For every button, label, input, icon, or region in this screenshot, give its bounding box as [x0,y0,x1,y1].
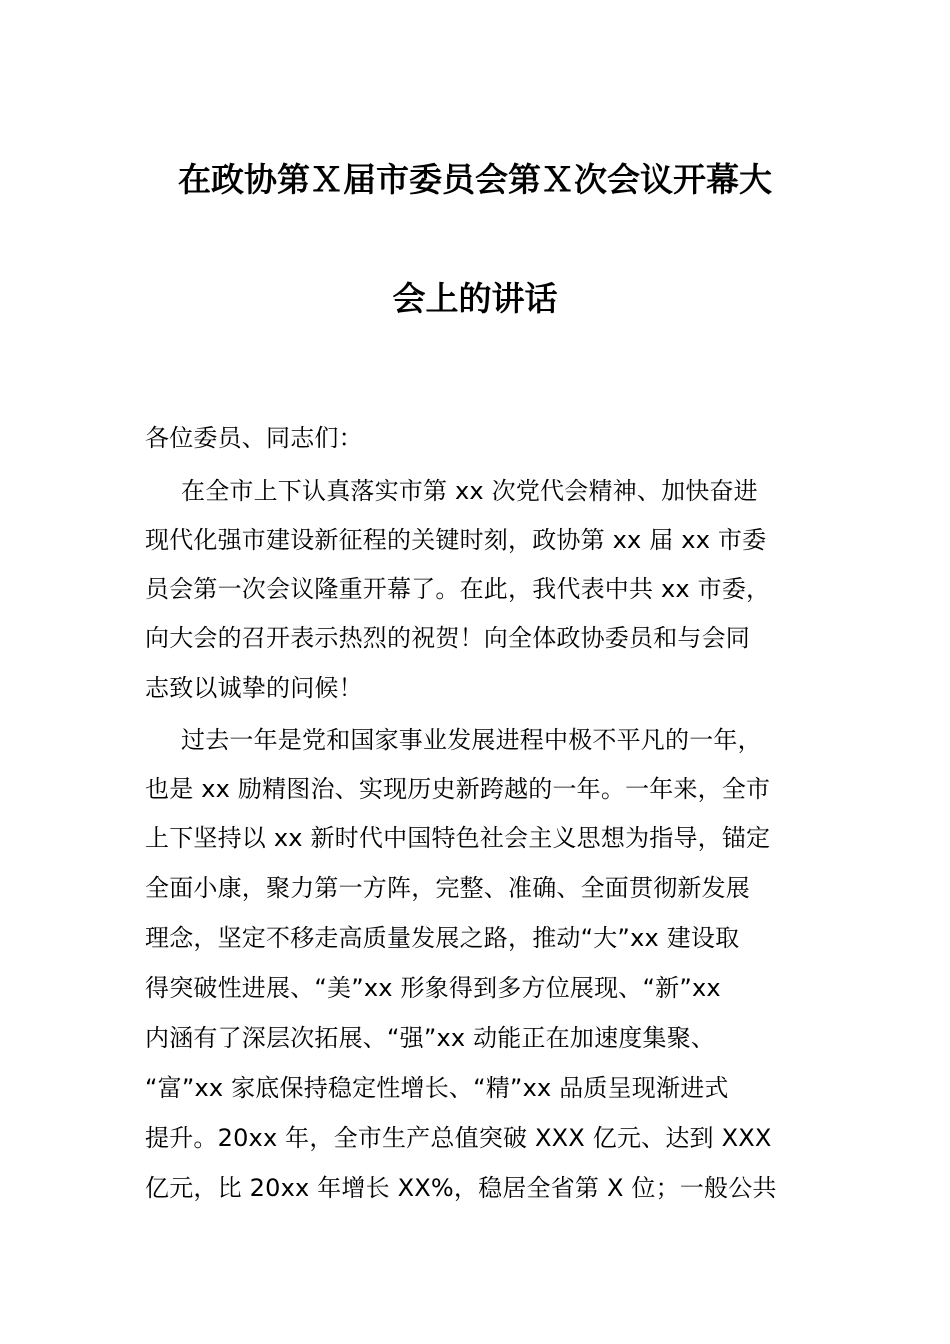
paragraph-2-line-10: 亿元，比 20xx 年增长 XX%，稳居全省第 X 位；一般公共 [145,1174,777,1202]
paragraph-1-line-4: 向大会的召开表示热烈的祝贺！向全体政协委员和与会同 [145,624,750,652]
paragraph-2-line-6: 得突破性进展、“美”xx 形象得到多方位展现、“新”xx [145,974,721,1002]
paragraph-2-line-2: 也是 xx 励精图治、实现历史新跨越的一年。一年来，全市 [145,775,771,803]
paragraph-1-line-3: 员会第一次会议隆重开幕了。在此，我代表中共 xx 市委， [145,575,771,603]
document-title-line-2: 会上的讲话 [392,279,558,318]
paragraph-2-line-7: 内涵有了深层次拓展、“强”xx 动能正在加速度集聚、 [145,1024,716,1052]
salutation: 各位委员、同志们： [145,424,363,452]
paragraph-2-line-4: 全面小康，聚力第一方阵，完整、准确、全面贯彻新发展 [145,874,750,902]
paragraph-2-line-8: “富”xx 家底保持稳定性增长、“精”xx 品质呈现渐进式 [145,1074,729,1102]
paragraph-2-line-9: 提升。20xx 年，全市生产总值突破 XXX 亿元、达到 XXX [145,1124,772,1152]
document-title-line-1: 在政协第Ｘ届市委员会第Ｘ次会议开幕大 [178,160,772,199]
paragraph-2-line-1: 过去一年是党和国家事业发展进程中极不平凡的一年， [181,726,762,754]
paragraph-2-line-5: 理念，坚定不移走高质量发展之路，推动“大”xx 建设取 [145,924,740,952]
paragraph-1-line-2: 现代化强市建设新征程的关键时刻，政协第 xx 届 xx 市委 [145,526,767,554]
paragraph-2-line-3: 上下坚持以 xx 新时代中国特色社会主义思想为指导，锚定 [145,824,771,852]
paragraph-1-line-5: 志致以诚挚的问候！ [145,674,363,702]
paragraph-1-line-1: 在全市上下认真落实市第 xx 次党代会精神、加快奋进 [181,477,758,505]
